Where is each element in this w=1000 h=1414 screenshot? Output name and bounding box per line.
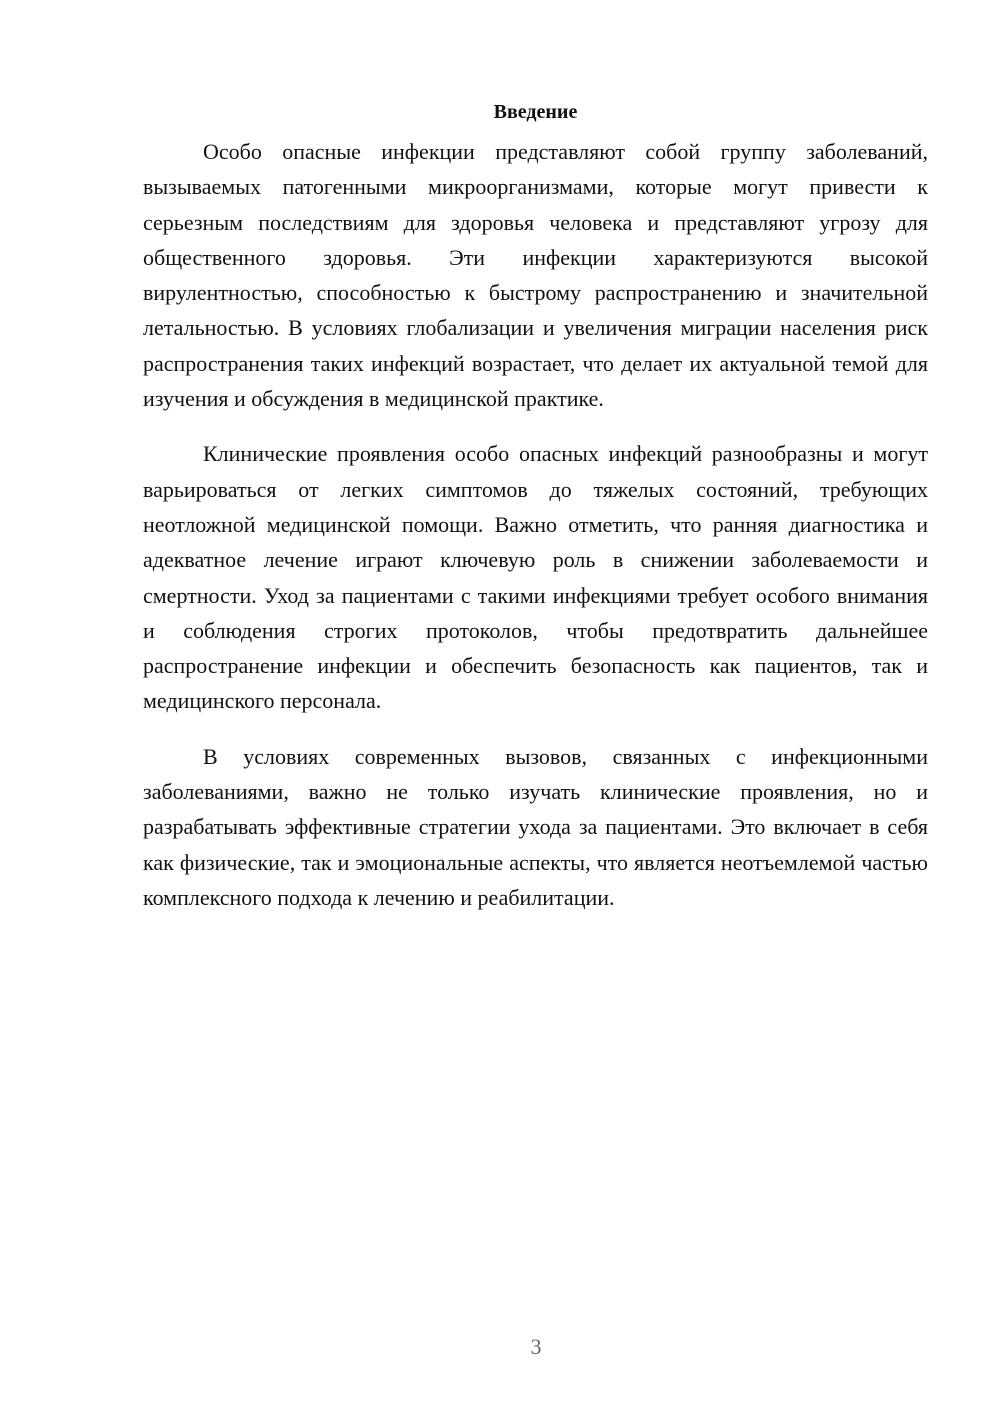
paragraph-intro: Особо опасные инфекции представляют собой группу заболеваний, вызываемых патогенными микроорганизмами, которые могут привести к серьезным последствиям для здоровья человека и представляют угрозу для общественного здоровья. Эти инфекции характеризуются высокой вирулентностью, способностью к быстрому распространению и значительной летальностью. В условиях глобализации и увеличения миграции населения риск распространения таких инфекций возрастает, что делает их актуальной темой для изучения и обсуждения в медицинской практике. — [143, 139, 928, 412]
page-content — [143, 98, 928, 935]
section-heading: Введение — [493, 101, 578, 123]
paragraph-strategies: В условиях современных вызовов, связанных с инфекционными заболеваниями, важно не только изучать клинические проявления, но и разрабатывать эффективные стратегии ухода за пациентами. Это включает в себя как физические, так и эмоциональные аспекты, что является неотъемлемой частью комплексного подхода к лечению и реабилитации. — [143, 743, 928, 910]
page-number: 3 — [530, 1334, 542, 1359]
paragraph-clinical: Клинические проявления особо опасных инфекций разнообразны и могут варьироваться от легких симптомов до тяжелых состояний, требующих неотложной медицинской помощи. Важно отметить, что ранняя диагностика и адекватное лечение играют ключевую роль в снижении заболеваемости и смертности. Уход за пациентами с такими инфекциями требует особого внимания и соблюдения строгих протоколов, чтобы предотвратить дальнейшее распространение инфекции и обеспечить безопасность как пациентов, так и медицинского персонала. — [143, 441, 928, 714]
